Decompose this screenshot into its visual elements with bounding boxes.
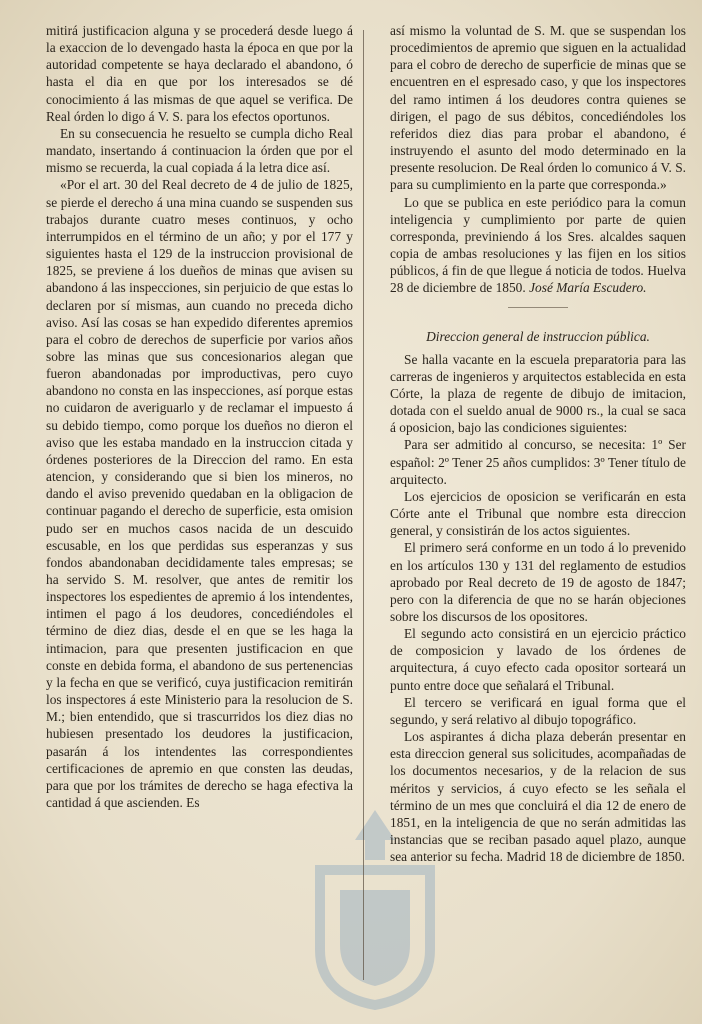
right-column xyxy=(390,22,686,865)
left-column xyxy=(46,22,353,811)
left-paragraph-2: En su consecuencia he resuelto se cumpla dicho Real mandato, insertando á continuacion la órden que por el mismo se recuerda, la cual copiada á la letra dice así. xyxy=(46,125,353,176)
left-paragraph-1: mitirá justificacion alguna y se procederá desde luego á la exaccion de lo devengado hasta la época en que por la autoridad competente se haya declarado el abandono, ó hasta el dia en que por los interesados se dé conocimiento á las mismas de que aquel se verifica. De Real órden lo digo á V. S. para los efectos oportunos. xyxy=(46,23,353,124)
right-paragraph-6: El primero será conforme en un todo á lo prevenido en los artículos 130 y 131 del reglamento de estudios aprobado por Real decreto de 19 de agosto de 1847; pero con la diferencia de que no se harán objeciones sobre los discursos de los opositores. xyxy=(390,540,686,624)
publication-notice: Lo que se publica en este periódico para la comun inteligencia y cumplimiento por parte de quien corresponda, previniendo á los Sres. alcaldes saquen copia de ambas resoluciones y las fijen en los sitios públicos, á fin de que llegue á noticia de todos. Huelva 28 de diciembre de 1850. xyxy=(390,194,686,296)
column-divider xyxy=(363,30,364,980)
left-paragraph-3: «Por el art. 30 del Real decreto de 4 de julio de 1825, se pierde el derecho á una mina cuando se suspenden sus trabajos durante cuatro meses continuos, y ocho interrumpidos en el término de un año; y por el 177 y siguientes hasta el 129 de la instruccion provisional de 1825, se previene á los dueños de minas que avisen su abandono á las inspecciones, sin perjuicio de que estas lo declaren por sí mismas, aun cuando no preceda dicho aviso. Así las cosas se han expedido diferentes apremios para el cobro de derechos de superficie por varios años sobre las minas que sus concesionarios alegan que fueron abandonadas por improductivas, pero cuyo abandono no consta en las inspecciones, así porque estas no cuidaron de averiguarlo y de reclamar el impuesto á su debido tiempo, como porque los dueños no dieron el aviso que les estaba mandado en la instruccion citada y órdenes posteriores de la Direccion del ramo. En esta atencion, y considerando que si bien los mineros, no dando el aviso prevenido quedaban en la obligacion de continuar pagando el derecho de superficie, esta omision pudo ser en muchos casos nacida de un descuido escusable, en los que perdidas sus esperanzas y sus fondos abandonaban decididamente tales empresas; se ha servido S. M. resolver, que antes de remitir los inspectores los espedientes de apremio á los intendentes, intimen el pago á los deudores, concediéndoles el término de diez dias, desde el en que se les haga la intimacion, para que presenten justificacion en que conste en debida forma, el abandono de sus pertenencias y la fecha en que se verificó, cuya justificacion remitirán los inspectores á este Ministerio para la resolucion de S. M.; bien entendido, que si trascurridos los diez dias no hubiesen presentado los deudores la justificacion, pasarán á los intendentes las correspondientes certificaciones de apremio en que consten las deudas, para que por los trámites de derecho se haga efectiva la cantidad á que ascienden. Es xyxy=(46,177,353,811)
right-paragraph-4: Para ser admitido al concurso, se necesita: 1º Ser español: 2º Tener 25 años cumplidos: 3º Tener título de arquitecto. xyxy=(390,437,686,487)
signature: José María Escudero. xyxy=(529,280,647,296)
section-rule xyxy=(508,307,568,308)
section-title: Direccion general de instruccion pública. xyxy=(426,328,650,344)
right-paragraph-1: así mismo la voluntad de S. M. que se suspendan los procedimientos de apremio que siguen en la actualidad para el cobro de derecho de superficie de minas que se encuentren en el espresado caso, y que los inspectores del ramo intimen á los deudores contra quienes se dirigen, el pago de sus débitos, concediéndoles los referidos diez dias para probar el abandono, é instruyendo el asunto del modo determinado en la presente resolucion. De Real órden lo comunico á V. S. para su cumplimiento en la parte que corresponda.» xyxy=(390,23,686,193)
right-paragraph-5: Los ejercicios de oposicion se verificarán en esta Córte ante el Tribunal que nombre esta direccion general, y consistirán de los actos siguientes. xyxy=(390,488,686,539)
right-paragraph-8: El tercero se verificará en igual forma que el segundo, y será relativo al dibujo topográfico. xyxy=(390,694,686,727)
right-paragraph-9: Los aspirantes á dicha plaza deberán presentar en esta direccion general sus solicitudes, acompañadas de los documentos necesarios, y de la relacion de sus méritos y servicios, á cuyo efecto se les señala el término de un mes que concluirá el dia 12 de enero de 1851, en la inteligencia de que no serán admitidas las instancias que se reciban pasado aquel plazo, aunque sea anterior su fecha. Madrid 18 de diciembre de 1850. xyxy=(390,729,686,865)
right-paragraph-2 xyxy=(390,194,686,297)
right-paragraph-3: Se halla vacante en la escuela preparatoria para las carreras de ingenieros y arquitectos establecida en esta Córte, la plaza de regente de dibujo de imitacion, dotada con el sueldo anual de 9000 rs., la cual se saca á oposicion, bajo las condiciones siguientes: xyxy=(390,351,686,436)
right-paragraph-7: El segundo acto consistirá en un ejercicio práctico de composicion y lavado de los órdenes de arquitectura, á cuyo efecto cada opositor sorteará un punto entre doce que señalará el Tribunal. xyxy=(390,626,686,693)
